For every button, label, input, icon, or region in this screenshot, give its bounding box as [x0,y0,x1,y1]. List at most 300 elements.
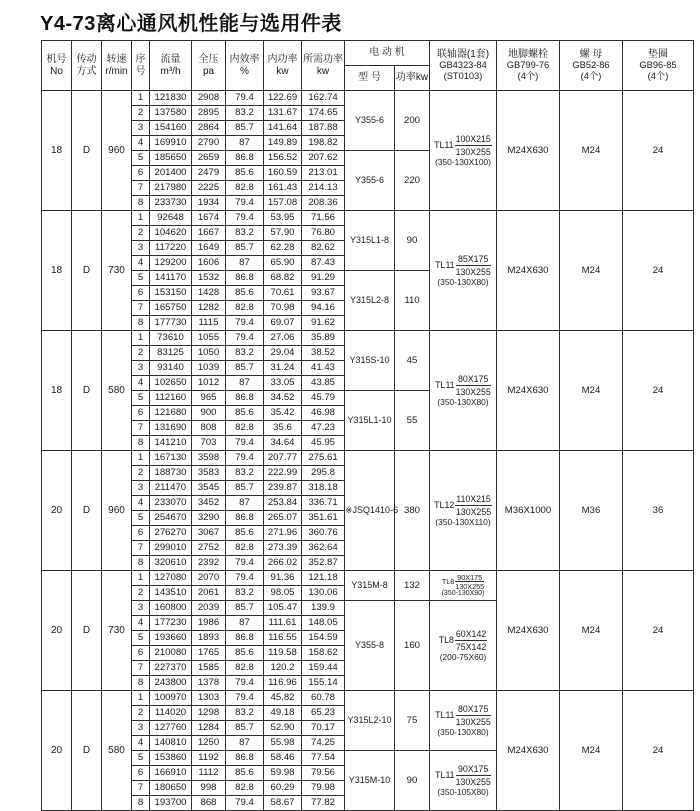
pressure-cell: 1428 [192,286,226,301]
seq-cell: 5 [132,151,150,166]
required-power-cell: 208.36 [302,196,345,211]
internal-power-cell: 160.59 [264,166,302,181]
flow-cell: 160800 [150,601,192,616]
internal-power-cell: 69.07 [264,316,302,331]
motor-power-cell: 90 [395,751,430,811]
efficiency-cell: 86.8 [226,511,264,526]
flow-cell: 299010 [150,541,192,556]
anchor-bolt-cell: M24X630 [497,691,560,811]
flow-cell: 177730 [150,316,192,331]
efficiency-cell: 79.4 [226,571,264,586]
table-row [42,691,694,706]
efficiency-cell: 83.2 [226,226,264,241]
flow-cell: 233730 [150,196,192,211]
motor-model-cell: ※JSQ1410-6 [345,451,395,571]
seq-cell: 7 [132,181,150,196]
washer-cell: 24 [623,91,694,211]
required-power-cell: 130.06 [302,586,345,601]
coupling-size-fraction: $\frac{80X175}{130X255}$ [455,373,491,397]
internal-power-cell: 58.67 [264,796,302,811]
required-power-cell: 65.23 [302,706,345,721]
seq-cell: 3 [132,721,150,736]
motor-power-cell: 45 [395,331,430,391]
required-power-cell: 351.61 [302,511,345,526]
seq-cell: 8 [132,676,150,691]
col-header-flow: 流量 m³/h [150,41,192,91]
flow-cell: 233070 [150,496,192,511]
seq-cell: 1 [132,91,150,106]
efficiency-cell: 85.7 [226,241,264,256]
flow-cell: 193700 [150,796,192,811]
flow-cell: 167130 [150,451,192,466]
flow-cell: 243800 [150,676,192,691]
efficiency-cell: 79.4 [226,91,264,106]
coupling-note: (350-130X80) [437,276,489,287]
efficiency-cell: 82.8 [226,541,264,556]
internal-power-cell: 34.64 [264,436,302,451]
flow-cell: 73610 [150,331,192,346]
required-power-cell: 70.17 [302,721,345,736]
coupling-size-fraction: $\frac{85X175}{130X255}$ [455,253,491,277]
motor-power-cell: 380 [395,451,430,571]
flow-cell: 141170 [150,271,192,286]
coupling-cell [430,91,497,211]
efficiency-cell: 85.7 [226,361,264,376]
coupling-note: (350-130X100) [435,156,491,167]
internal-power-cell: 222.99 [264,466,302,481]
pressure-cell: 965 [192,391,226,406]
efficiency-cell: 87 [226,376,264,391]
pressure-cell: 1934 [192,196,226,211]
washer-cell: 24 [623,331,694,451]
pressure-cell: 1303 [192,691,226,706]
internal-power-cell: 271.96 [264,526,302,541]
required-power-cell: 79.56 [302,766,345,781]
pressure-cell: 1986 [192,616,226,631]
motor-model-cell: Y315M-10 [345,751,395,811]
table-header [42,41,694,91]
flow-cell: 180650 [150,781,192,796]
pressure-cell: 3598 [192,451,226,466]
seq-cell: 8 [132,316,150,331]
required-power-cell: 71.56 [302,211,345,226]
coupling-cell [430,211,497,331]
required-power-cell: 91.62 [302,316,345,331]
required-power-cell: 94.16 [302,301,345,316]
motor-power-cell: 55 [395,391,430,451]
internal-power-cell: 31.24 [264,361,302,376]
flow-cell: 114020 [150,706,192,721]
flow-cell: 92648 [150,211,192,226]
required-power-cell: 295.8 [302,466,345,481]
efficiency-cell: 86.8 [226,631,264,646]
seq-cell: 7 [132,541,150,556]
internal-power-cell: 253.84 [264,496,302,511]
pressure-cell: 2392 [192,556,226,571]
internal-power-cell: 149.89 [264,136,302,151]
seq-cell: 2 [132,346,150,361]
coupling-size-fraction: $\frac{100X215}{130X255}$ [455,133,491,157]
table-row [42,331,694,346]
efficiency-cell: 87 [226,616,264,631]
col-header-efficiency: 内效率 % [226,41,264,91]
pressure-cell: 1606 [192,256,226,271]
page-title: Y4-73离心通风机性能与选用件表 [40,13,342,35]
required-power-cell: 207.62 [302,151,345,166]
efficiency-cell: 79.4 [226,196,264,211]
pressure-cell: 1039 [192,361,226,376]
required-power-cell: 46.98 [302,406,345,421]
speed-cell: 730 [102,211,132,331]
coupling-note: (350-130X90) [441,590,485,598]
fan-spec-table [41,40,694,811]
motor-power-cell: 110 [395,271,430,331]
seq-cell: 3 [132,121,150,136]
flow-cell: 177230 [150,616,192,631]
table-row [42,571,694,586]
seq-cell: 7 [132,421,150,436]
seq-cell: 8 [132,796,150,811]
pressure-cell: 1765 [192,646,226,661]
coupling-note: (350-130X80) [437,396,489,407]
required-power-cell: 139.9 [302,601,345,616]
internal-power-cell: 105.47 [264,601,302,616]
internal-power-cell: 34.52 [264,391,302,406]
coupling-type: TL8 [438,635,454,646]
pressure-cell: 703 [192,436,226,451]
required-power-cell: 45.95 [302,436,345,451]
pressure-cell: 2752 [192,541,226,556]
seq-cell: 4 [132,616,150,631]
flow-cell: 227370 [150,661,192,676]
pressure-cell: 1282 [192,301,226,316]
nut-cell: M24 [560,571,623,691]
flow-cell: 276270 [150,526,192,541]
flow-cell: 153860 [150,751,192,766]
pressure-cell: 1055 [192,331,226,346]
col-header-motor-model: 型 号 [345,66,395,91]
required-power-cell: 87.43 [302,256,345,271]
internal-power-cell: 273.39 [264,541,302,556]
motor-model-cell: Y355-6 [345,91,395,151]
required-power-cell: 47.23 [302,421,345,436]
required-power-cell: 79.98 [302,781,345,796]
coupling-note: (350-105X80) [437,786,489,797]
internal-power-cell: 156.52 [264,151,302,166]
coupling-cell [430,451,497,571]
col-header-coupling: 联轴器(1套) GB4323-84 (ST0103) [430,41,497,91]
anchor-bolt-cell: M24X630 [497,571,560,691]
pressure-cell: 1674 [192,211,226,226]
coupling-note: (350-130X80) [437,726,489,737]
coupling-type: TL11 [435,770,455,781]
nut-cell: M24 [560,91,623,211]
nut-cell: M24 [560,331,623,451]
seq-cell: 8 [132,556,150,571]
required-power-cell: 318.18 [302,481,345,496]
pressure-cell: 2225 [192,181,226,196]
motor-model-cell: Y315M-8 [345,571,395,601]
internal-power-cell: 62.28 [264,241,302,256]
required-power-cell: 214.13 [302,181,345,196]
efficiency-cell: 79.4 [226,211,264,226]
coupling-type: TL11 [434,140,454,151]
seq-cell: 4 [132,256,150,271]
washer-cell: 24 [623,571,694,691]
anchor-bolt-cell: M24X630 [497,91,560,211]
pressure-cell: 3290 [192,511,226,526]
coupling-size-fraction: $\frac{90X175}{130X255}$ [455,572,485,591]
flow-cell: 211470 [150,481,192,496]
required-power-cell: 362.64 [302,541,345,556]
seq-cell: 6 [132,166,150,181]
efficiency-cell: 87 [226,256,264,271]
efficiency-cell: 83.2 [226,706,264,721]
pressure-cell: 1112 [192,766,226,781]
flow-cell: 131690 [150,421,192,436]
drive-cell: D [72,211,102,331]
internal-power-cell: 111.61 [264,616,302,631]
seq-cell: 3 [132,601,150,616]
drive-cell: D [72,571,102,691]
pressure-cell: 2864 [192,121,226,136]
efficiency-cell: 86.8 [226,271,264,286]
machine-no-cell: 18 [42,331,72,451]
efficiency-cell: 87 [226,496,264,511]
required-power-cell: 60.78 [302,691,345,706]
coupling-size-fraction: $\frac{80X175}{130X255}$ [455,703,491,727]
coupling-cell [430,751,497,811]
efficiency-cell: 86.8 [226,751,264,766]
efficiency-cell: 85.6 [226,166,264,181]
internal-power-cell: 120.2 [264,661,302,676]
internal-power-cell: 239.87 [264,481,302,496]
seq-cell: 4 [132,736,150,751]
efficiency-cell: 85.6 [226,646,264,661]
seq-cell: 7 [132,781,150,796]
machine-no-cell: 18 [42,211,72,331]
pressure-cell: 1012 [192,376,226,391]
table-row [42,91,694,106]
coupling-type: TL12 [434,500,455,511]
pressure-cell: 1893 [192,631,226,646]
coupling-type: TL8 [441,577,455,587]
motor-power-cell: 75 [395,691,430,751]
seq-cell: 5 [132,751,150,766]
washer-cell: 36 [623,451,694,571]
efficiency-cell: 83.2 [226,466,264,481]
flow-cell: 104620 [150,226,192,241]
flow-cell: 127080 [150,571,192,586]
col-header-washer: 垫圈 GB96-85 (4个) [623,41,694,91]
required-power-cell: 275.61 [302,451,345,466]
internal-power-cell: 70.61 [264,286,302,301]
nut-cell: M24 [560,211,623,331]
required-power-cell: 93.67 [302,286,345,301]
pressure-cell: 1649 [192,241,226,256]
flow-cell: 154160 [150,121,192,136]
required-power-cell: 82.62 [302,241,345,256]
speed-cell: 580 [102,331,132,451]
efficiency-cell: 83.2 [226,586,264,601]
seq-cell: 1 [132,451,150,466]
internal-power-cell: 207.77 [264,451,302,466]
anchor-bolt-cell: M24X630 [497,331,560,451]
required-power-cell: 35.89 [302,331,345,346]
required-power-cell: 76.80 [302,226,345,241]
seq-cell: 3 [132,241,150,256]
flow-cell: 112160 [150,391,192,406]
flow-cell: 153150 [150,286,192,301]
flow-cell: 100970 [150,691,192,706]
col-header-internal-power: 内功率 kw [264,41,302,91]
motor-power-cell: 220 [395,151,430,211]
internal-power-cell: 29.04 [264,346,302,361]
flow-cell: 121830 [150,91,192,106]
seq-cell: 2 [132,106,150,121]
seq-cell: 6 [132,526,150,541]
coupling-type: TL11 [435,260,455,271]
seq-cell: 4 [132,376,150,391]
required-power-cell: 198.82 [302,136,345,151]
machine-no-cell: 18 [42,91,72,211]
internal-power-cell: 70.98 [264,301,302,316]
seq-cell: 1 [132,211,150,226]
seq-cell: 5 [132,271,150,286]
internal-power-cell: 52.90 [264,721,302,736]
seq-cell: 2 [132,466,150,481]
nut-cell: M24 [560,691,623,811]
motor-model-cell: Y315L1-8 [345,211,395,271]
motor-power-cell: 132 [395,571,430,601]
internal-power-cell: 45.82 [264,691,302,706]
internal-power-cell: 49.18 [264,706,302,721]
seq-cell: 8 [132,196,150,211]
pressure-cell: 1378 [192,676,226,691]
washer-cell: 24 [623,691,694,811]
efficiency-cell: 85.6 [226,526,264,541]
coupling-size-fraction: $\frac{60X142}{75X142}$ [455,628,487,652]
seq-cell: 2 [132,226,150,241]
pressure-cell: 2479 [192,166,226,181]
efficiency-cell: 85.6 [226,286,264,301]
seq-cell: 1 [132,571,150,586]
flow-cell: 320610 [150,556,192,571]
pressure-cell: 1585 [192,661,226,676]
seq-cell: 3 [132,481,150,496]
internal-power-cell: 35.6 [264,421,302,436]
internal-power-cell: 122.69 [264,91,302,106]
speed-cell: 730 [102,571,132,691]
table-row [42,211,694,226]
flow-cell: 188730 [150,466,192,481]
coupling-type: TL11 [435,380,455,391]
pressure-cell: 2895 [192,106,226,121]
col-header-seq: 序 号 [132,41,150,91]
required-power-cell: 158.62 [302,646,345,661]
required-power-cell: 77.54 [302,751,345,766]
flow-cell: 193660 [150,631,192,646]
drive-cell: D [72,91,102,211]
seq-cell: 4 [132,496,150,511]
flow-cell: 217980 [150,181,192,196]
internal-power-cell: 98.05 [264,586,302,601]
seq-cell: 1 [132,331,150,346]
seq-cell: 6 [132,286,150,301]
pressure-cell: 3452 [192,496,226,511]
efficiency-cell: 83.2 [226,346,264,361]
flow-cell: 169910 [150,136,192,151]
efficiency-cell: 82.8 [226,781,264,796]
drive-cell: D [72,451,102,571]
seq-cell: 2 [132,586,150,601]
pressure-cell: 900 [192,406,226,421]
required-power-cell: 45.79 [302,391,345,406]
motor-model-cell: Y355-8 [345,601,395,691]
required-power-cell: 162.74 [302,91,345,106]
internal-power-cell: 53.95 [264,211,302,226]
required-power-cell: 148.05 [302,616,345,631]
internal-power-cell: 116.96 [264,676,302,691]
pressure-cell: 1250 [192,736,226,751]
col-header-speed: 转速 r/min [102,41,132,91]
coupling-size-fraction: $\frac{110X215}{130X255}$ [455,493,492,517]
efficiency-cell: 82.8 [226,181,264,196]
flow-cell: 140810 [150,736,192,751]
flow-cell: 166910 [150,766,192,781]
pressure-cell: 1192 [192,751,226,766]
required-power-cell: 352.87 [302,556,345,571]
pressure-cell: 1050 [192,346,226,361]
flow-cell: 121680 [150,406,192,421]
washer-cell: 24 [623,211,694,331]
efficiency-cell: 85.7 [226,121,264,136]
efficiency-cell: 85.6 [226,406,264,421]
internal-power-cell: 161.43 [264,181,302,196]
pressure-cell: 1298 [192,706,226,721]
pressure-cell: 2790 [192,136,226,151]
anchor-bolt-cell: M36X1000 [497,451,560,571]
internal-power-cell: 58.46 [264,751,302,766]
coupling-note: (350-130X110) [435,516,491,527]
internal-power-cell: 55.98 [264,736,302,751]
internal-power-cell: 141.64 [264,121,302,136]
internal-power-cell: 35.42 [264,406,302,421]
motor-power-cell: 160 [395,601,430,691]
flow-cell: 165750 [150,301,192,316]
drive-cell: D [72,331,102,451]
efficiency-cell: 79.4 [226,796,264,811]
efficiency-cell: 86.8 [226,151,264,166]
required-power-cell: 155.14 [302,676,345,691]
pressure-cell: 2039 [192,601,226,616]
anchor-bolt-cell: M24X630 [497,211,560,331]
internal-power-cell: 116.55 [264,631,302,646]
header-row-1 [42,41,694,66]
required-power-cell: 336.71 [302,496,345,511]
machine-no-cell: 20 [42,691,72,811]
internal-power-cell: 131.67 [264,106,302,121]
required-power-cell: 121.18 [302,571,345,586]
efficiency-cell: 79.4 [226,451,264,466]
flow-cell: 93140 [150,361,192,376]
drive-cell: D [72,691,102,811]
col-header-drive: 传动 方式 [72,41,102,91]
efficiency-cell: 85.7 [226,601,264,616]
seq-cell: 7 [132,661,150,676]
motor-model-cell: Y315S-10 [345,331,395,391]
motor-power-cell: 200 [395,91,430,151]
